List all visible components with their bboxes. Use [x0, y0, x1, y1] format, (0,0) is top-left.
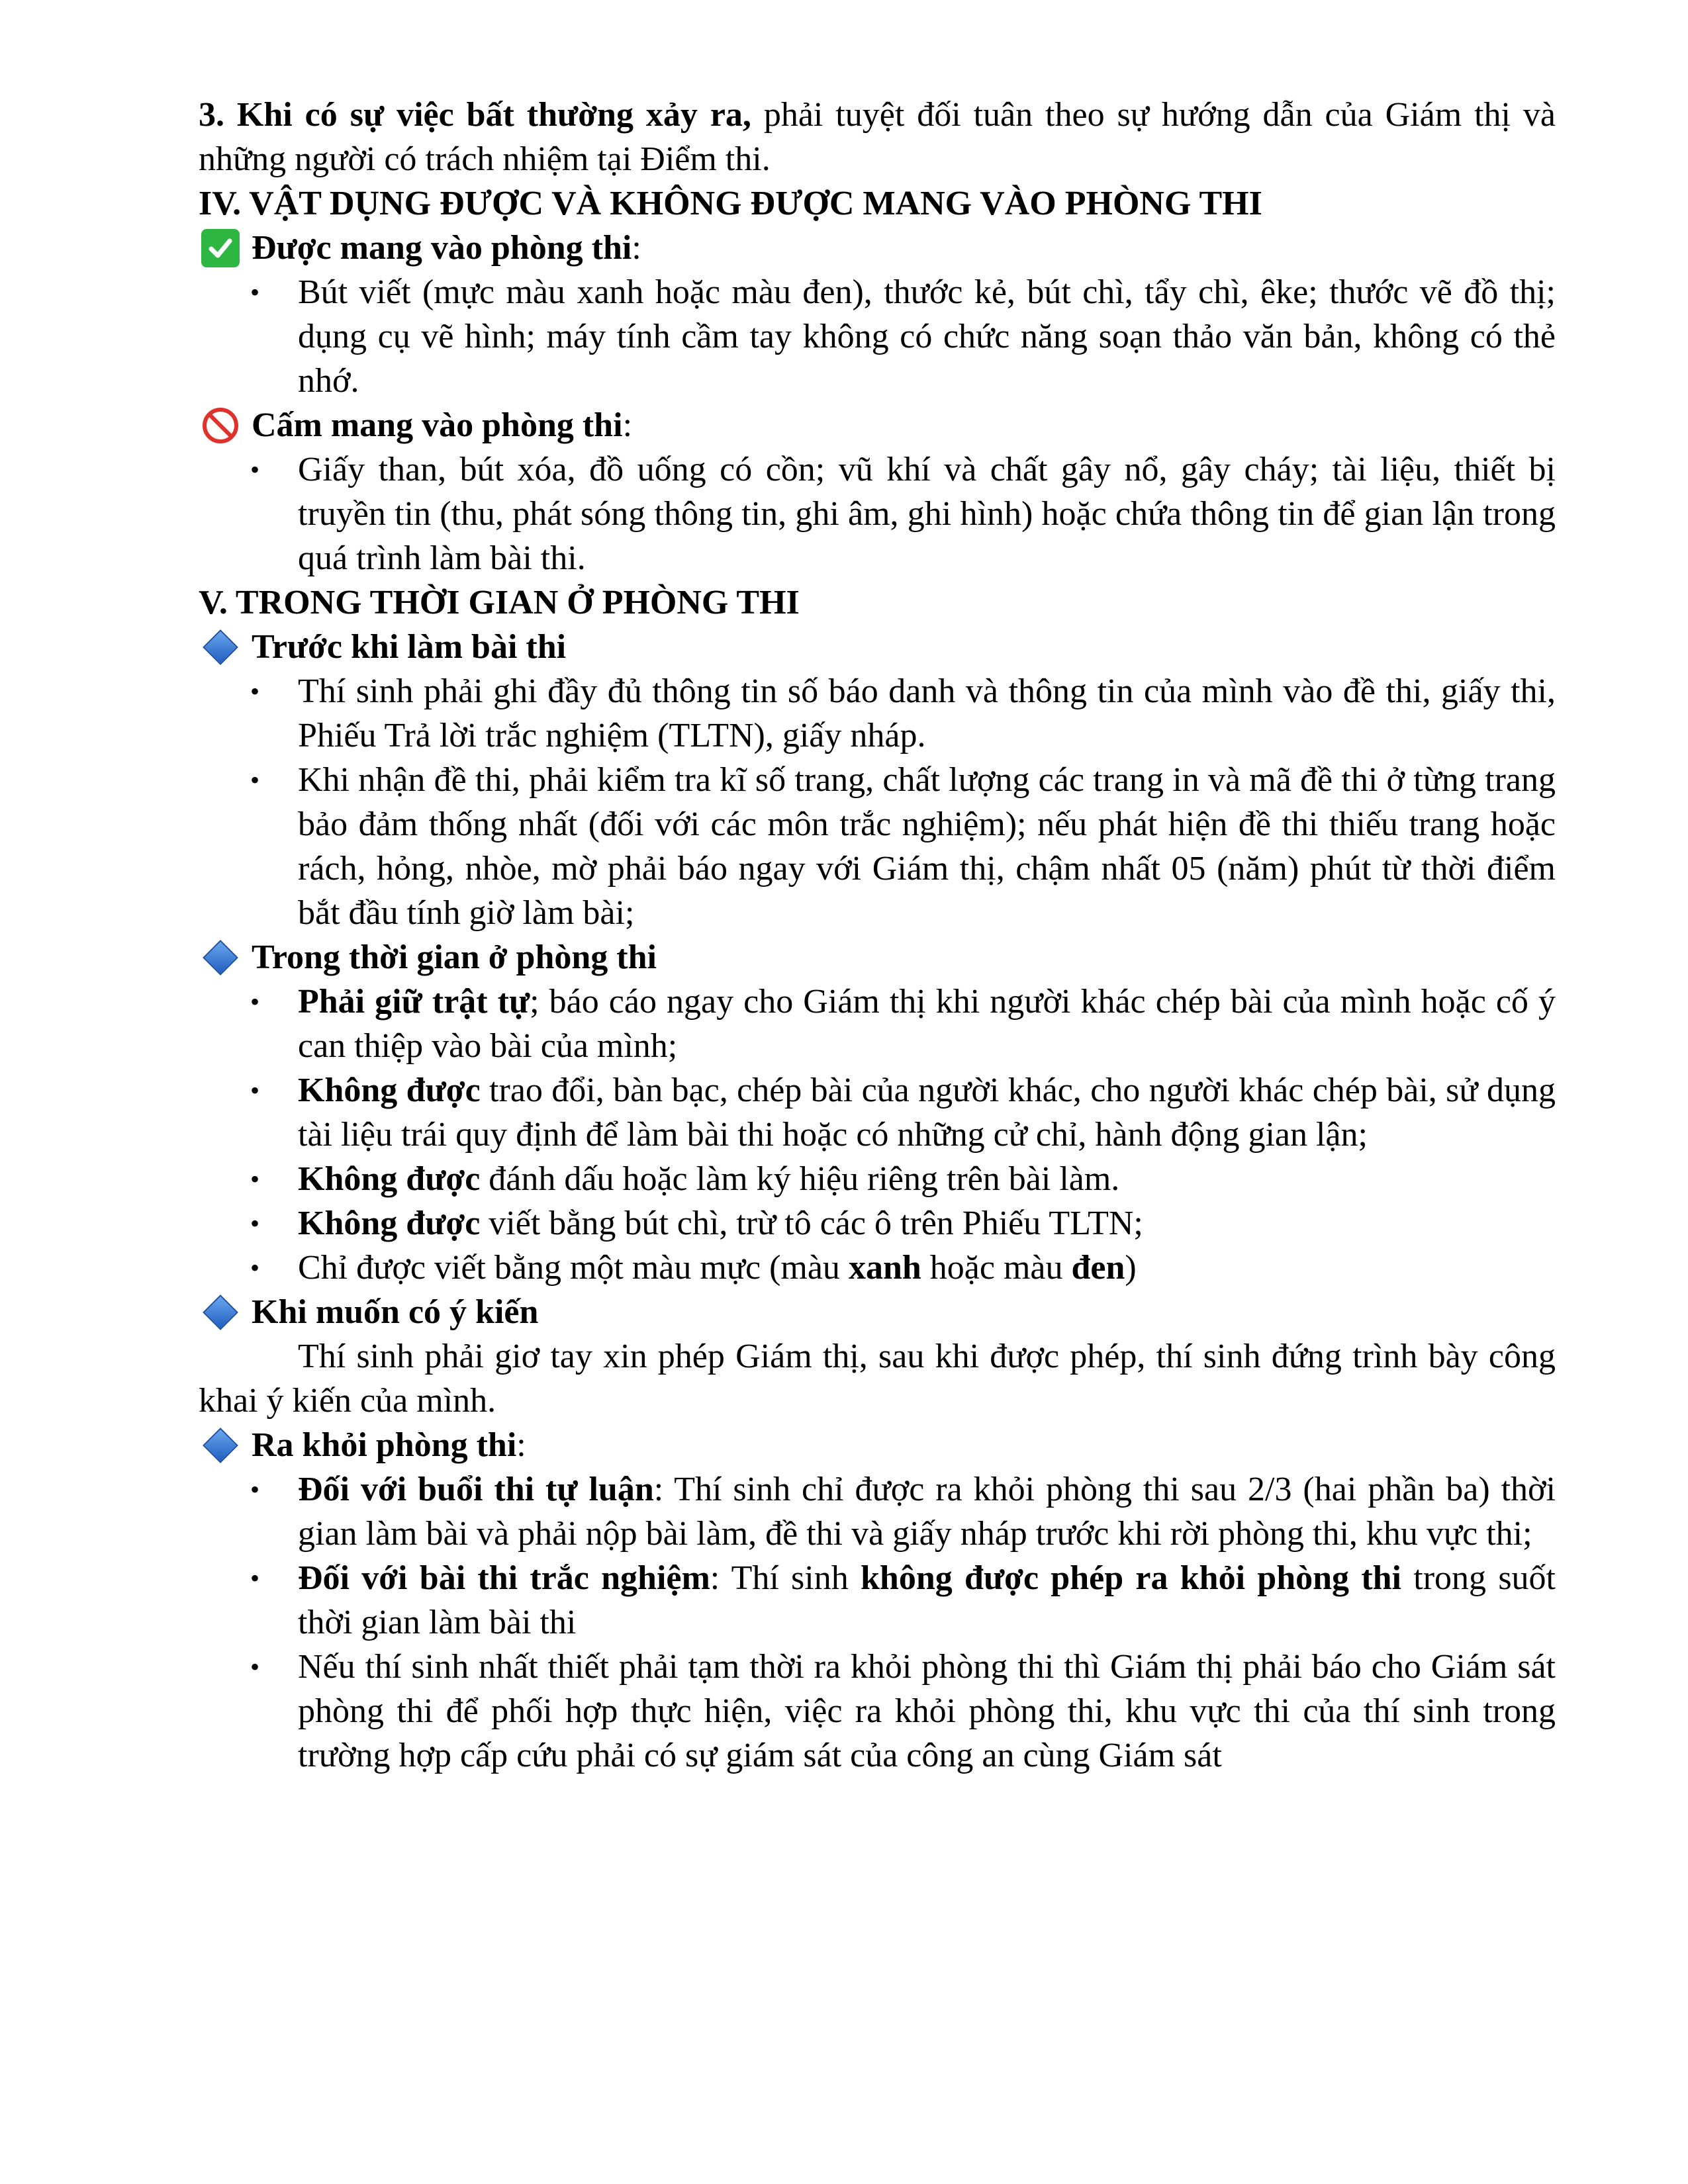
document-page: [199, 93, 1556, 1778]
blue-diamond-icon: [199, 936, 242, 979]
section-3-text: phải tuyệt đối tuân theo sự hướng dẫn của Giám thị và những người có trách nhiệm tại Điểm thi.: [199, 96, 1556, 178]
allowed-subheading: [199, 226, 1556, 270]
before-exam-list: [199, 669, 1556, 935]
list-item: • Chỉ được viết bằng một màu mực (màu xanh hoặc màu đen): [298, 1246, 1556, 1290]
opinion-subheading: [199, 1290, 1556, 1334]
allowed-colon: :: [632, 229, 641, 267]
opinion-paragraph: Thí sinh phải giơ tay xin phép Giám thị, sau khi được phép, thí sinh đứng trình bày công khai ý kiến của mình.: [199, 1338, 1556, 1420]
list-item: • Phải giữ trật tự; báo cáo ngay cho Giám thị khi người khác chép bài của mình hoặc cố ý can thiệp vào bài của mình;: [298, 979, 1556, 1068]
section-v-heading: V. TRONG THỜI GIAN Ở PHÒNG THI: [199, 584, 800, 621]
leave-room-list: [199, 1467, 1556, 1778]
during-exam-subheading: [199, 935, 1556, 979]
list-item: • Đối với buổi thi tự luận: Thí sinh chỉ được ra khỏi phòng thi sau 2/3 (hai phần ba) thời gian làm bài và phải nộp bài làm, đề thi và giấy nháp trước khi rời phòng thi, khu vực thi;: [298, 1467, 1556, 1556]
blue-diamond-icon: [199, 625, 242, 669]
list-item: • Nếu thí sinh nhất thiết phải tạm thời ra khỏi phòng thi thì Giám thị phải báo cho Giám sát phòng thi để phối hợp thực hiện, việc ra khỏi phòng thi, khu vực thi của thí sinh trong trường hợp cấp cứu phải có sự giám sát của công an cùng Giám sát: [298, 1645, 1556, 1778]
section-3-paragraph: [199, 93, 1556, 181]
list-item: • Thí sinh phải ghi đầy đủ thông tin số báo danh và thông tin của mình vào đề thi, giấy thi, Phiếu Trả lời trắc nghiệm (TLTN), giấy nháp.: [298, 669, 1556, 758]
before-exam-subheading: [199, 625, 1556, 669]
during-exam-list: [199, 979, 1556, 1290]
list-item: • Không được đánh dấu hoặc làm ký hiệu riêng trên bài làm.: [298, 1157, 1556, 1201]
list-item: • Không được trao đổi, bàn bạc, chép bài của người khác, cho người khác chép bài, sử dụng tài liệu trái quy định để làm bài thi hoặc có những cử chỉ, hành động gian lận;: [298, 1068, 1556, 1157]
list-item: • Không được viết bằng bút chì, trừ tô các ô trên Phiếu TLTN;: [298, 1201, 1556, 1246]
during-exam-title: Trong thời gian ở phòng thi: [252, 938, 657, 976]
forbidden-list: [199, 447, 1556, 580]
section-3-lead: 3. Khi có sự việc bất thường xảy ra,: [199, 96, 751, 134]
leave-room-subheading: [199, 1423, 1556, 1467]
allowed-title: Được mang vào phòng thi: [252, 229, 632, 267]
list-item: • Giấy than, bút xóa, đồ uống có cồn; vũ khí và chất gây nổ, gây cháy; tài liệu, thiết bị truyền tin (thu, phát sóng thông tin, ghi âm, ghi hình) hoặc chứa thông tin để gian lận trong quá trình làm bài thi.: [298, 447, 1556, 580]
forbidden-colon: :: [622, 406, 633, 444]
forbidden-title: Cấm mang vào phòng thi: [252, 406, 623, 444]
allowed-list: [199, 270, 1556, 403]
blue-diamond-icon: [199, 1291, 242, 1334]
list-item: • Bút viết (mực màu xanh hoặc màu đen), thước kẻ, bút chì, tẩy chì, êke; thước vẽ đồ thị; dụng cụ vẽ hình; máy tính cầm tay không có chức năng soạn thảo văn bản, không có thẻ nhớ.: [298, 270, 1556, 403]
list-item: • Đối với bài thi trắc nghiệm: Thí sinh không được phép ra khỏi phòng thi trong suốt thời gian làm bài thi: [298, 1556, 1556, 1645]
leave-room-title: Ra khỏi phòng thi: [252, 1426, 517, 1464]
prohibited-icon: [199, 404, 242, 447]
opinion-title: Khi muốn có ý kiến: [252, 1293, 539, 1331]
section-iv-heading: IV. VẬT DỤNG ĐƯỢC VÀ KHÔNG ĐƯỢC MANG VÀO PHÒNG THI: [199, 185, 1262, 222]
forbidden-subheading: [199, 403, 1556, 447]
before-exam-title: Trước khi làm bài thi: [252, 628, 567, 666]
check-mark-button-icon: [199, 226, 242, 270]
list-item: • Khi nhận đề thi, phải kiểm tra kĩ số trang, chất lượng các trang in và mã đề thi ở từng trang bảo đảm thống nhất (đối với các môn trắc nghiệm); nếu phát hiện đề thi thiếu trang hoặc rách, hỏng, nhòe, mờ phải báo ngay với Giám thị, chậm nhất 05 (năm) phút từ thời điểm bắt đầu tính giờ làm bài;: [298, 758, 1556, 935]
leave-room-colon: :: [516, 1426, 526, 1464]
blue-diamond-icon: [199, 1424, 242, 1467]
